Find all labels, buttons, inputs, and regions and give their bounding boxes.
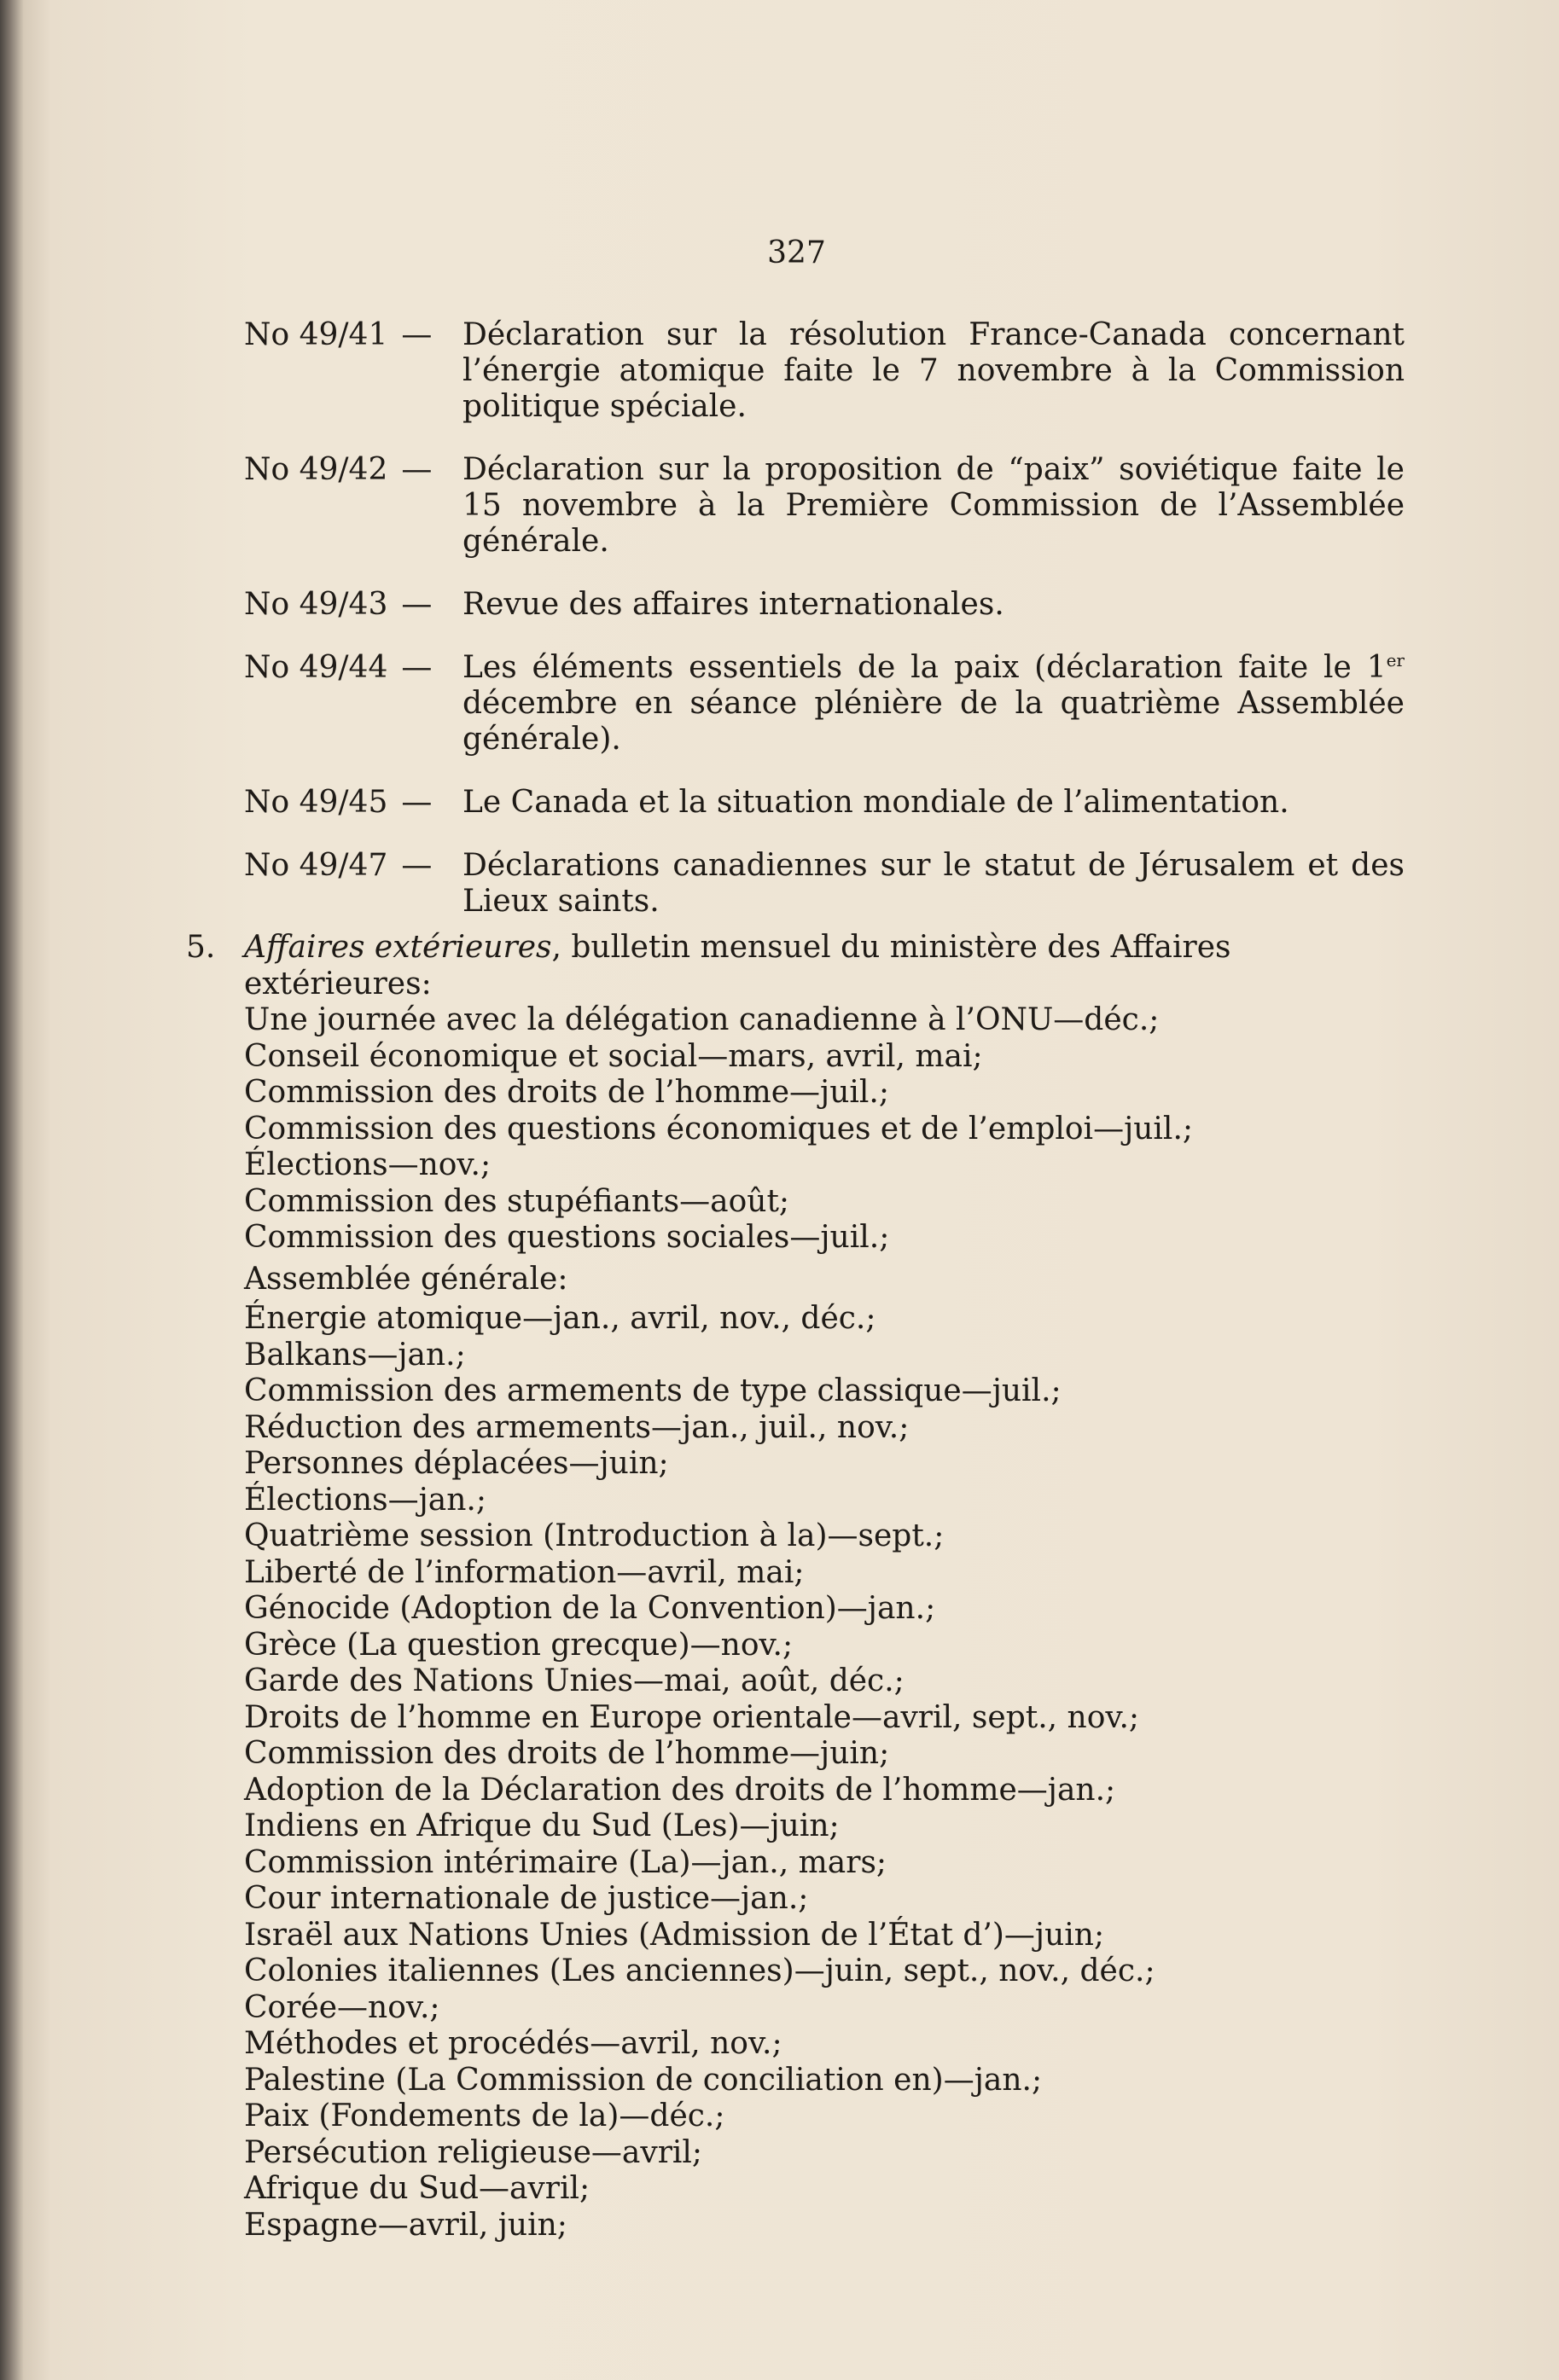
list-item: Une journée avec la délégation canadienne à l’ONU—déc.;	[244, 1002, 1160, 1037]
list-item: Commission des questions sociales—juil.;	[244, 1220, 890, 1255]
section-marker: 5.	[186, 930, 216, 965]
entry-number: No 49/47 —	[244, 848, 433, 883]
entry-number: No 49/42 —	[244, 452, 433, 487]
subheading: Assemblée générale:	[244, 1261, 568, 1297]
list-item: Commission des droits de l’homme—juil.;	[244, 1075, 889, 1110]
list-item: Méthodes et procédés—avril, nov.;	[244, 2026, 782, 2061]
list-item: Grèce (La question grecque)—nov.;	[244, 1627, 794, 1663]
entry-number: No 49/44 —	[244, 650, 433, 685]
list-item: Paix (Fondements de la)—déc.;	[244, 2098, 725, 2133]
list-item: Commission des stupéfiants—août;	[244, 1183, 790, 1219]
list-item: Conseil économique et social—mars, avril, mai;	[244, 1038, 983, 1074]
section-heading	[186, 930, 1415, 1002]
list-item	[244, 848, 1405, 920]
list-item	[244, 650, 1405, 758]
list-item	[244, 587, 1405, 623]
list-item: Indiens en Afrique du Sud (Les)—juin;	[244, 1808, 840, 1843]
list-item: Commission intérimaire (La)—jan., mars;	[244, 1844, 887, 1880]
list-item: Commission des droits de l’homme—juin;	[244, 1736, 890, 1771]
list-item: Réduction des armements—jan., juil., nov.;	[244, 1409, 910, 1445]
list-item: Élections—nov.;	[244, 1147, 492, 1182]
list-item: Espagne—avril, juin;	[244, 2207, 567, 2243]
bulletin-topic-list	[244, 1002, 1415, 2244]
entry-text: Déclaration sur la résolution France-Canada concernant l’énergie atomique faite le 7 novembre à la Commission politique spéciale.	[462, 317, 1405, 424]
list-item: Droits de l’homme en Europe orientale—avril, sept., nov.;	[244, 1699, 1140, 1735]
page-number: 327	[767, 235, 826, 270]
section-title: Affaires extérieures, bulletin mensuel du ministère des Affaires extérieures:	[244, 930, 1231, 1001]
list-item: Génocide (Adoption de la Convention)—jan.;	[244, 1591, 936, 1626]
list-item: Adoption de la Déclaration des droits de l’homme—jan.;	[244, 1772, 1116, 1808]
list-item: Corée—nov.;	[244, 1989, 440, 2025]
list-item: Afrique du Sud—avril;	[244, 2171, 590, 2206]
list-item: Énergie atomique—jan., avril, nov., déc.;	[244, 1301, 876, 1336]
entry-text: Le Canada et la situation mondiale de l’alimentation.	[462, 785, 1289, 820]
entry-text: Revue des affaires internationales.	[462, 587, 1004, 622]
list-item: Palestine (La Commission de conciliation en)—jan.;	[244, 2062, 1043, 2098]
list-item: Persécution religieuse—avril;	[244, 2134, 703, 2170]
list-item: Israël aux Nations Unies (Admission de l’État d’)—juin;	[244, 1917, 1105, 1953]
list-item: Balkans—jan.;	[244, 1337, 466, 1373]
entry-text: Déclaration sur la proposition de “paix” soviétique faite le 15 novembre à la Première Commission de l’Assemblée générale.	[462, 452, 1405, 559]
press-release-list	[244, 317, 1405, 947]
list-item: Élections—jan.;	[244, 1482, 486, 1518]
list-item: Garde des Nations Unies—mai, août, déc.;	[244, 1663, 905, 1698]
list-item	[244, 452, 1405, 560]
section-5	[186, 930, 1415, 2244]
list-item: Colonies italiennes (Les anciennes)—juin, sept., nov., déc.;	[244, 1953, 1155, 1988]
entry-text: Les éléments essentiels de la paix (déclaration faite le 1er décembre en séance plénière de la quatrième Assemblée générale).	[462, 650, 1405, 757]
entry-number: No 49/41 —	[244, 317, 433, 352]
entry-number: No 49/43 —	[244, 587, 433, 622]
list-item: Liberté de l’information—avril, mai;	[244, 1554, 805, 1590]
list-item: Cour internationale de justice—jan.;	[244, 1881, 809, 1916]
list-item: Quatrième session (Introduction à la)—sept.;	[244, 1518, 945, 1553]
entry-number: No 49/45 —	[244, 785, 433, 820]
entry-text: Déclarations canadiennes sur le statut de Jérusalem et des Lieux saints.	[462, 848, 1405, 919]
list-item: Commission des armements de type classique—juil.;	[244, 1373, 1062, 1408]
list-item	[244, 317, 1405, 425]
list-item: Personnes déplacées—juin;	[244, 1446, 669, 1481]
list-item	[244, 785, 1405, 821]
list-item: Commission des questions économiques et de l’emploi—juil.;	[244, 1111, 1194, 1146]
